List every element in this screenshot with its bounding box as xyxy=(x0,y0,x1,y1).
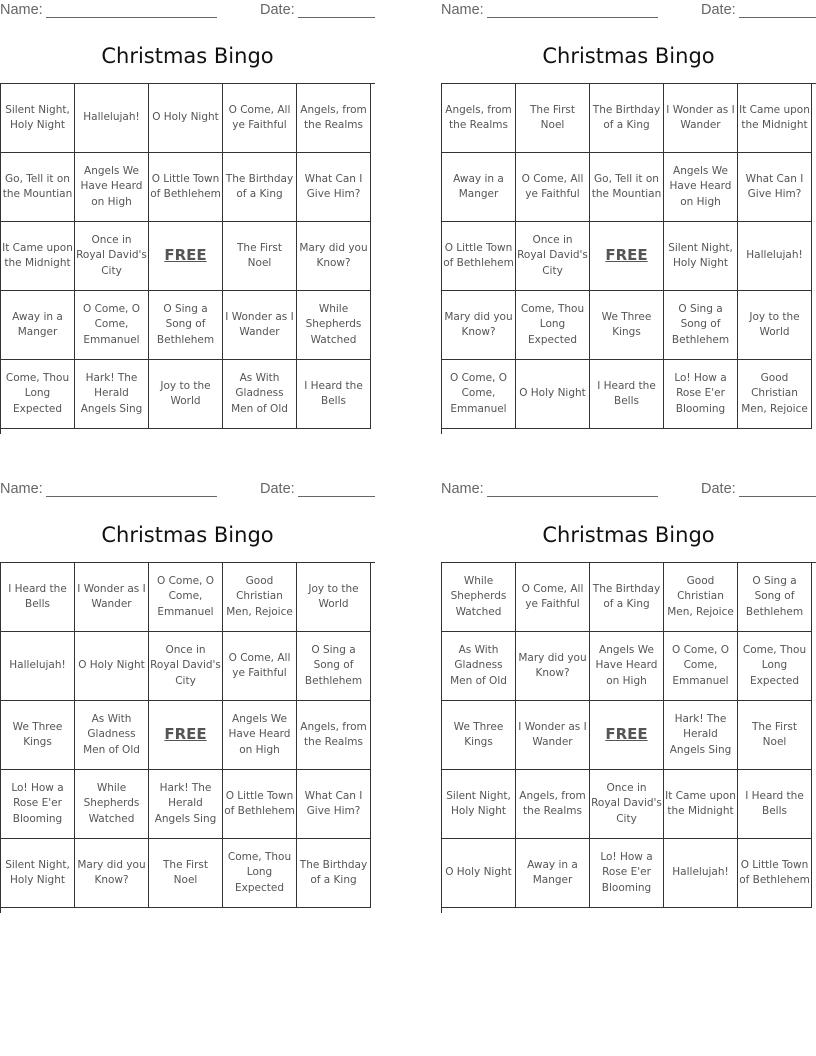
bingo-cell: While Shepherds Watched xyxy=(442,563,516,632)
card-title: Christmas Bingo xyxy=(101,44,274,68)
bingo-cell: Hark! The Herald Angels Sing xyxy=(75,360,149,429)
bingo-cell: As With Gladness Men of Old xyxy=(442,632,516,701)
bingo-cell: Once in Royal David's City xyxy=(149,632,223,701)
bingo-cell: We Three Kings xyxy=(1,701,75,770)
bingo-cell: Angels, from the Realms xyxy=(442,84,516,153)
bingo-cell: I Heard the Bells xyxy=(738,770,812,839)
date-blank-line xyxy=(739,496,816,497)
bingo-cell: Away in a Manger xyxy=(1,291,75,360)
bingo-cell: We Three Kings xyxy=(442,701,516,770)
bingo-cell: The First Noel xyxy=(516,84,590,153)
bingo-cell: O Come, All ye Faithful xyxy=(516,153,590,222)
bingo-cell: Lo! How a Rose E'er Blooming xyxy=(1,770,75,839)
bingo-grid xyxy=(441,83,816,434)
bingo-cell: O Come, All ye Faithful xyxy=(516,563,590,632)
bingo-cell: Go, Tell it on the Mountian xyxy=(1,153,75,222)
bingo-cell: Good Christian Men, Rejoice xyxy=(664,563,738,632)
bingo-cell: As With Gladness Men of Old xyxy=(75,701,149,770)
bingo-cell: O Come, O Come, Emmanuel xyxy=(664,632,738,701)
bingo-cell: Joy to the World xyxy=(297,563,371,632)
bingo-cell: Come, Thou Long Expected xyxy=(738,632,812,701)
bingo-cell: O Holy Night xyxy=(442,839,516,908)
bingo-cell: O Come, O Come, Emmanuel xyxy=(75,291,149,360)
bingo-card xyxy=(0,479,375,913)
bingo-cell: Hallelujah! xyxy=(75,84,149,153)
bingo-cell: Silent Night, Holy Night xyxy=(442,770,516,839)
bingo-card xyxy=(441,479,816,913)
name-date-row xyxy=(441,2,816,22)
bingo-cell: O Holy Night xyxy=(149,84,223,153)
name-blank-line xyxy=(487,496,658,497)
bingo-cell: I Heard the Bells xyxy=(1,563,75,632)
card-title: Christmas Bingo xyxy=(542,44,715,68)
bingo-cell: O Little Town of Bethlehem xyxy=(738,839,812,908)
bingo-cell: The Birthday of a King xyxy=(590,84,664,153)
name-date-row xyxy=(441,481,816,501)
bingo-cell: Angels We Have Heard on High xyxy=(223,701,297,770)
bingo-cell: Away in a Manger xyxy=(442,153,516,222)
bingo-cell: I Wonder as I Wander xyxy=(664,84,738,153)
bingo-cell: What Can I Give Him? xyxy=(738,153,812,222)
bingo-cell: Mary did you Know? xyxy=(297,222,371,291)
bingo-cell: O Sing a Song of Bethlehem xyxy=(664,291,738,360)
bingo-cell: O Sing a Song of Bethlehem xyxy=(297,632,371,701)
bingo-grid xyxy=(0,83,375,434)
bingo-cell: Joy to the World xyxy=(149,360,223,429)
bingo-cell: Silent Night, Holy Night xyxy=(664,222,738,291)
bingo-cell: Angels We Have Heard on High xyxy=(664,153,738,222)
name-date-row xyxy=(0,481,375,501)
bingo-cell: Angels We Have Heard on High xyxy=(590,632,664,701)
date-blank-line xyxy=(298,17,375,18)
name-label: Name: xyxy=(0,2,43,18)
bingo-cell: While Shepherds Watched xyxy=(75,770,149,839)
bingo-cell: Good Christian Men, Rejoice xyxy=(738,360,812,429)
card-title: Christmas Bingo xyxy=(542,523,715,547)
date-label: Date: xyxy=(260,481,295,497)
name-blank-line xyxy=(46,496,217,497)
bingo-grid xyxy=(441,562,816,913)
bingo-cell: Lo! How a Rose E'er Blooming xyxy=(664,360,738,429)
free-space-cell: FREE xyxy=(149,222,223,291)
bingo-card xyxy=(0,0,375,434)
bingo-cell: The Birthday of a King xyxy=(223,153,297,222)
bingo-card xyxy=(441,0,816,434)
bingo-cell: Hallelujah! xyxy=(1,632,75,701)
bingo-cell: What Can I Give Him? xyxy=(297,770,371,839)
bingo-cell: O Holy Night xyxy=(516,360,590,429)
bingo-cell: Angels, from the Realms xyxy=(297,701,371,770)
date-label: Date: xyxy=(260,2,295,18)
bingo-cell: I Heard the Bells xyxy=(590,360,664,429)
bingo-cell: Angels, from the Realms xyxy=(297,84,371,153)
bingo-cell: Hark! The Herald Angels Sing xyxy=(664,701,738,770)
bingo-cell: O Little Town of Bethlehem xyxy=(442,222,516,291)
bingo-cell: Once in Royal David's City xyxy=(590,770,664,839)
bingo-cell: The First Noel xyxy=(223,222,297,291)
bingo-cell: The First Noel xyxy=(149,839,223,908)
bingo-cell: Angels, from the Realms xyxy=(516,770,590,839)
date-blank-line xyxy=(298,496,375,497)
name-date-row xyxy=(0,2,375,22)
name-label: Name: xyxy=(0,481,43,497)
bingo-cell: Hallelujah! xyxy=(664,839,738,908)
bingo-cell: It Came upon the Midnight xyxy=(1,222,75,291)
bingo-cell: O Come, O Come, Emmanuel xyxy=(442,360,516,429)
bingo-grid xyxy=(0,562,375,913)
name-label: Name: xyxy=(441,481,484,497)
bingo-cell: Hallelujah! xyxy=(738,222,812,291)
bingo-cell: We Three Kings xyxy=(590,291,664,360)
bingo-cell: O Holy Night xyxy=(75,632,149,701)
bingo-cell: O Sing a Song of Bethlehem xyxy=(738,563,812,632)
card-title: Christmas Bingo xyxy=(101,523,274,547)
name-blank-line xyxy=(46,17,217,18)
bingo-cell: The Birthday of a King xyxy=(297,839,371,908)
bingo-cell: Joy to the World xyxy=(738,291,812,360)
bingo-cell: While Shepherds Watched xyxy=(297,291,371,360)
bingo-cell: It Came upon the Midnight xyxy=(738,84,812,153)
bingo-cell: Go, Tell it on the Mountian xyxy=(590,153,664,222)
bingo-cell: O Little Town of Bethlehem xyxy=(223,770,297,839)
bingo-cell: O Come, All ye Faithful xyxy=(223,84,297,153)
bingo-cell: What Can I Give Him? xyxy=(297,153,371,222)
free-space-cell: FREE xyxy=(590,701,664,770)
name-blank-line xyxy=(487,17,658,18)
bingo-cell: Come, Thou Long Expected xyxy=(1,360,75,429)
name-label: Name: xyxy=(441,2,484,18)
bingo-cell: Mary did you Know? xyxy=(516,632,590,701)
bingo-cell: Come, Thou Long Expected xyxy=(516,291,590,360)
bingo-cell: Come, Thou Long Expected xyxy=(223,839,297,908)
bingo-cell: The First Noel xyxy=(738,701,812,770)
bingo-cell: I Wonder as I Wander xyxy=(223,291,297,360)
bingo-cell: Once in Royal David's City xyxy=(516,222,590,291)
free-space-cell: FREE xyxy=(590,222,664,291)
bingo-cell: Lo! How a Rose E'er Blooming xyxy=(590,839,664,908)
bingo-cell: Angels We Have Heard on High xyxy=(75,153,149,222)
bingo-cell: I Wonder as I Wander xyxy=(516,701,590,770)
bingo-cell: The Birthday of a King xyxy=(590,563,664,632)
bingo-cell: I Wonder as I Wander xyxy=(75,563,149,632)
bingo-cell: Good Christian Men, Rejoice xyxy=(223,563,297,632)
bingo-cell: Mary did you Know? xyxy=(75,839,149,908)
bingo-cell: As With Gladness Men of Old xyxy=(223,360,297,429)
bingo-cell: O Little Town of Bethlehem xyxy=(149,153,223,222)
bingo-cell: O Come, All ye Faithful xyxy=(223,632,297,701)
bingo-cell: O Come, O Come, Emmanuel xyxy=(149,563,223,632)
bingo-cell: It Came upon the Midnight xyxy=(664,770,738,839)
bingo-cell: I Heard the Bells xyxy=(297,360,371,429)
bingo-cell: Silent Night, Holy Night xyxy=(1,839,75,908)
date-label: Date: xyxy=(701,481,736,497)
date-blank-line xyxy=(739,17,816,18)
bingo-cell: Hark! The Herald Angels Sing xyxy=(149,770,223,839)
bingo-cell: Away in a Manger xyxy=(516,839,590,908)
free-space-cell: FREE xyxy=(149,701,223,770)
bingo-cell: Mary did you Know? xyxy=(442,291,516,360)
date-label: Date: xyxy=(701,2,736,18)
bingo-cell: O Sing a Song of Bethlehem xyxy=(149,291,223,360)
bingo-cell: Once in Royal David's City xyxy=(75,222,149,291)
bingo-cell: Silent Night, Holy Night xyxy=(1,84,75,153)
